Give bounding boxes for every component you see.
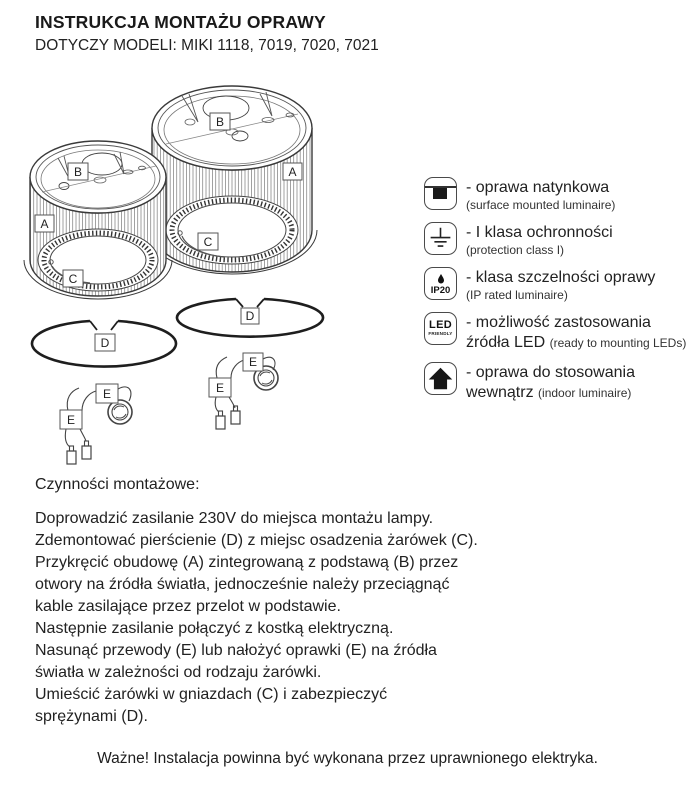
legend-row-led-friendly: [424, 312, 692, 353]
instructions-heading: Czynności montażowe:: [35, 476, 200, 493]
instruction-line: Następnie zasilanie połączyć z kostką elektryczną.: [35, 620, 394, 637]
warning-text: Ważne! Instalacja powinna być wykonana przez uprawnionego elektryka.: [97, 750, 598, 767]
instruction-line: kable zasilające przez przelot w podstawie.: [35, 598, 341, 615]
assembly-instructions: [35, 476, 505, 728]
legend-title: - oprawa do stosowania: [466, 364, 635, 381]
instruction-line: sprężynami (D).: [35, 708, 148, 725]
label-d-left: D: [100, 336, 110, 350]
label-c-left: C: [68, 272, 78, 286]
legend-row-ip-rating: [424, 267, 692, 303]
label-b-left: B: [73, 165, 83, 179]
label-e-left-2: E: [102, 387, 112, 401]
legend-title-line2: wewnątrz: [466, 384, 534, 401]
legend-row-protection-class: [424, 222, 692, 258]
label-e-right-2: E: [248, 355, 258, 369]
label-d-right: D: [245, 309, 255, 323]
instruction-line: otwory na źródła światła, jednocześnie należy przeciągnąć: [35, 576, 450, 593]
page-subtitle: DOTYCZY MODELI: MIKI 1118, 7019, 7020, 7021: [35, 37, 379, 54]
legend-subtitle: (surface mounted luminaire): [466, 198, 616, 212]
instruction-line: światła w zależności od rodzaju żarówki.: [35, 664, 322, 681]
legend-subtitle: (protection class I): [466, 243, 565, 257]
label-a-right: A: [288, 165, 297, 179]
header: [35, 12, 379, 55]
legend-subtitle: (IP rated luminaire): [466, 288, 568, 302]
luminaire-drawing: [10, 80, 425, 480]
legend-row-indoor: [424, 362, 692, 403]
instruction-line: Nasunąć przewody (E) lub nałożyć oprawki (E) na źródła: [35, 642, 437, 659]
ip20-icon: [424, 267, 457, 300]
page-title: INSTRUKCJA MONTAŻU OPRAWY: [35, 12, 326, 32]
ground-symbol: [424, 223, 457, 254]
legend-subtitle: (ready to mounting LEDs): [549, 336, 687, 350]
legend-row-surface-mounted: [424, 177, 692, 213]
legend-subtitle: (indoor luminaire): [538, 386, 632, 400]
protection-class-icon: [424, 222, 457, 255]
footer: [0, 750, 695, 768]
legend-title: - możliwość zastosowania: [466, 314, 651, 331]
indoor-icon: [424, 362, 457, 395]
ip20-label: IP20: [430, 284, 451, 296]
label-e-left-1: E: [66, 413, 76, 427]
instruction-line: Umieścić żarówki w gniazdach (C) i zabezpieczyć: [35, 686, 388, 703]
assembly-diagram: [10, 80, 425, 480]
led-friendly-icon: [424, 312, 457, 345]
led-label: LED: [429, 319, 452, 331]
label-b-right: B: [215, 115, 225, 129]
instruction-line: Przykręcić obudowę (A) zintegrowaną z podstawą (B) przez: [35, 554, 459, 571]
surface-mounted-icon: [424, 177, 457, 210]
legend-title-line2: źródła LED: [466, 334, 546, 351]
label-c-right: C: [203, 235, 213, 249]
house-icon: [424, 363, 457, 394]
legend-title: - oprawa natynkowa: [466, 179, 610, 196]
label-e-right-1: E: [215, 381, 225, 395]
droplet-icon: [435, 273, 447, 285]
label-a-left: A: [40, 217, 49, 231]
legend-title: - klasa szczelności oprawy: [466, 269, 656, 286]
led-sublabel: FRIENDLY: [428, 331, 453, 336]
legend-title: - I klasa ochronności: [466, 224, 613, 241]
instruction-line: Doprowadzić zasilanie 230V do miejsca montażu lampy.: [35, 510, 434, 527]
instruction-line: Zdemontować pierścienie (D) z miejsc osadzenia żarówek (C).: [35, 532, 478, 549]
legend: [424, 177, 692, 412]
